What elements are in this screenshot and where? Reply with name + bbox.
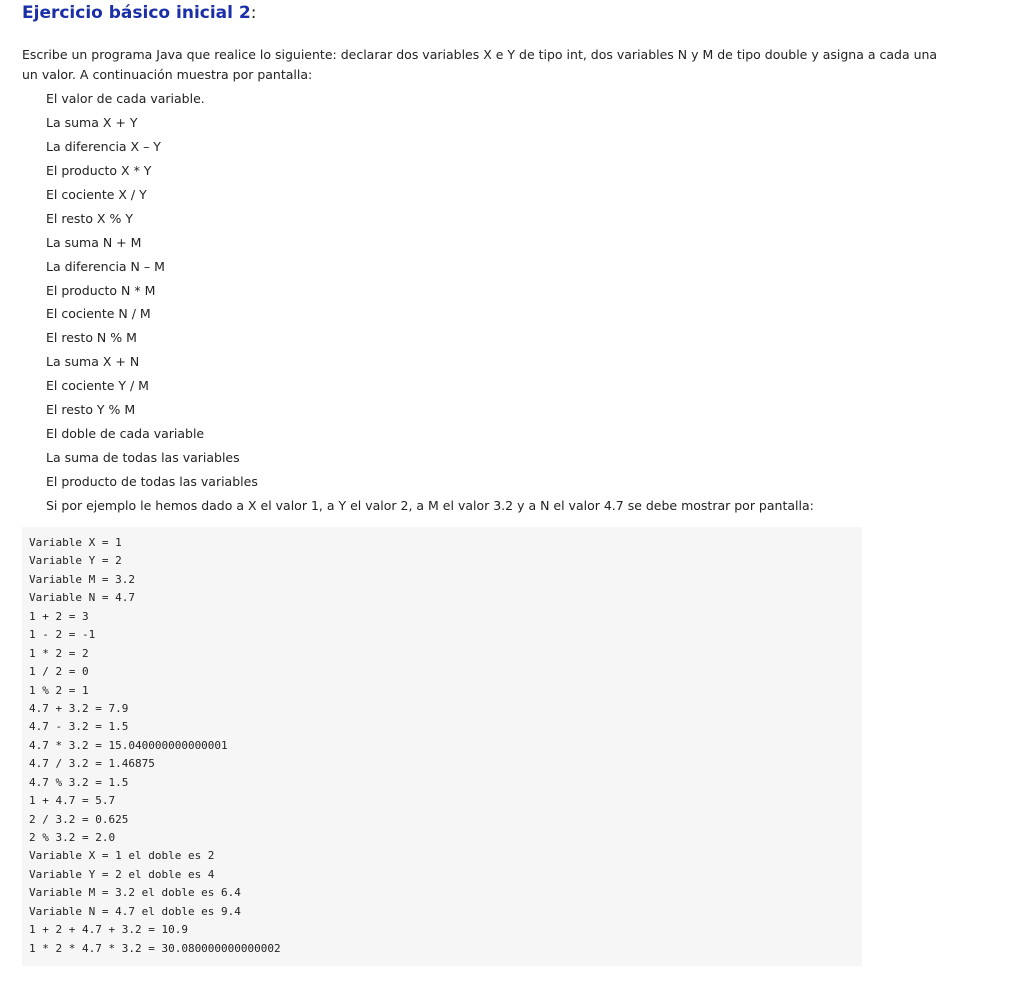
list-item: El resto N % M [46,330,137,346]
code-line: Variable X = 1 el doble es 2 [29,849,215,863]
list-item: El producto de todas las variables [46,474,258,489]
title-colon: : [250,3,257,23]
title-text: Ejercicio básico inicial 2 [22,3,251,23]
list-item: La suma X + Y [46,114,138,130]
code-line: 2 % 3.2 = 2.0 [29,831,116,844]
list-item: La diferencia X – Y [46,138,161,154]
code-line: 4.7 - 3.2 = 1.5 [29,720,129,734]
code-line: 4.7 * 3.2 = 15.040000000000001 [29,738,228,752]
list-item: El cociente X / Y [46,186,147,202]
task-list [46,87,814,518]
code-line: Variable N = 4.7 el doble es 9.4 [29,904,241,918]
code-line: Variable M = 3.2 [29,572,135,586]
list-item: El producto X * Y [46,162,152,178]
code-line: 1 + 4.7 = 5.7 [29,794,116,808]
list-item: El producto N * M [46,282,156,298]
list-item: El valor de cada variable. [46,91,205,106]
code-line: 1 + 2 + 4.7 + 3.2 = 10.9 [29,923,188,937]
code-line: 1 % 2 = 1 [29,683,89,697]
list-item: El resto Y % M [46,402,136,418]
code-line: 1 + 2 = 3 [29,609,89,623]
list-item: La suma X + N [46,354,140,370]
list-item: La suma de todas las variables [46,450,240,466]
list-item: La suma N + M [46,234,142,250]
code-line: Variable M = 3.2 el doble es 6.4 [29,886,241,900]
code-line: Variable Y = 2 el doble es 4 [29,867,215,881]
code-line: 1 * 2 * 4.7 * 3.2 = 30.080000000000002 [29,941,281,955]
code-line: Variable N = 4.7 [29,591,135,605]
code-line: Variable X = 1 [29,536,122,549]
list-item: El resto X % Y [46,210,133,226]
sample-output-block [22,527,862,966]
list-item: El doble de cada variable [46,426,205,442]
list-item: La diferencia N – M [46,258,165,274]
code-line: Variable Y = 2 [29,554,122,568]
description-line: un valor. A continuación muestra por pantalla: [22,67,313,82]
list-item: Si por ejemplo le hemos dado a X el valor 1, a Y el valor 2, a M el valor 3.2 y a N el valor 4.7 se debe mostrar por pantalla: [46,497,814,513]
code-line: 1 / 2 = 0 [29,665,89,679]
exercise-description [22,45,1011,85]
page-title [22,2,256,24]
code-line: 4.7 % 3.2 = 1.5 [29,775,129,789]
description-line: Escribe un programa Java que realice lo siguiente: declarar dos variables X e Y de tipo int, dos variables N y M de tipo double y asigna a cada una [22,47,938,62]
code-line: 4.7 + 3.2 = 7.9 [29,701,129,715]
code-line: 1 * 2 = 2 [29,646,89,660]
list-item: El cociente N / M [46,306,151,322]
code-line: 4.7 / 3.2 = 1.46875 [29,757,155,771]
code-line: 2 / 3.2 = 0.625 [29,812,129,826]
code-line: 1 - 2 = -1 [29,628,96,642]
list-item: El cociente Y / M [46,378,149,394]
